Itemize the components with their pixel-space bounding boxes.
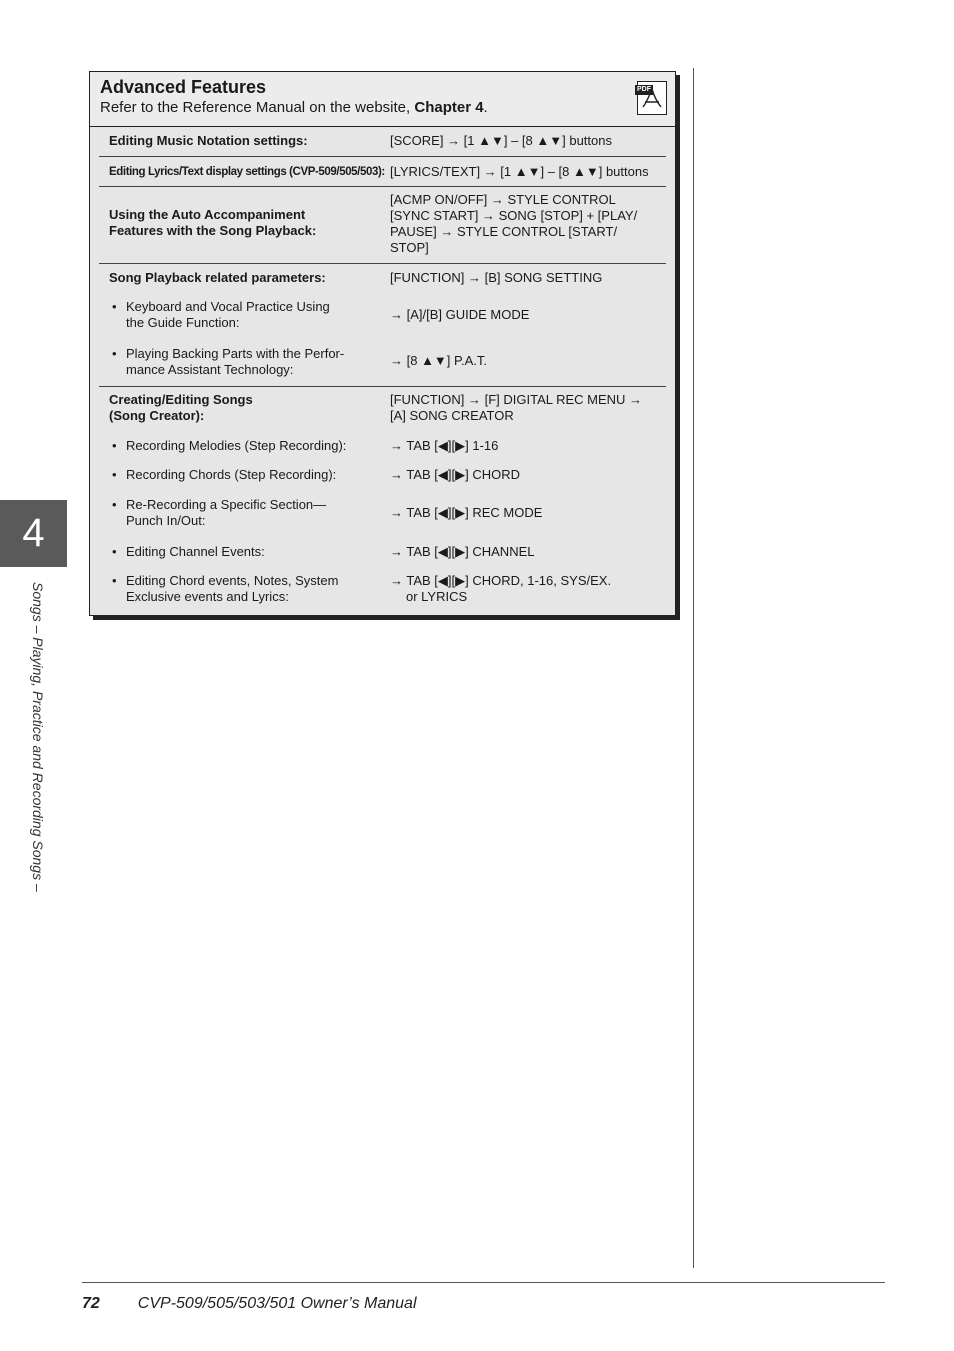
pdf-icon-label: PDF: [637, 86, 651, 93]
side-chapter-label: Songs – Playing, Practice and Recording Songs –: [30, 582, 46, 892]
row-value: [ACMP ON/OFF] → STYLE CONTROL [SYNC START] → SONG [STOP] + [PLAY/ PAUSE] → STYLE CONTROL [START/ STOP]: [390, 192, 638, 255]
row-label: Editing Lyrics/Text display settings (CVP-509/505/503):: [109, 166, 385, 178]
row-label: Using the Auto Accompaniment Features with the Song Playback:: [109, 207, 317, 238]
column-divider: [693, 68, 694, 1268]
manual-title: CVP-509/505/503/501 Owner’s Manual: [137, 1295, 417, 1312]
box-title: Advanced Features: [100, 77, 267, 97]
table-row: [99, 127, 666, 157]
row-value: → TAB [◀][▶] 1-16: [390, 438, 499, 453]
table-body: [90, 127, 675, 615]
row-value: → TAB [◀][▶] CHORD: [390, 467, 521, 482]
table-row-group: [99, 264, 666, 387]
list-item: • Recording Melodies (Step Recording):: [112, 438, 347, 453]
row-label: Editing Music Notation settings:: [109, 133, 308, 148]
list-item: • Keyboard and Vocal Practice Using the Guide Function:: [112, 299, 330, 330]
list-item: • Playing Backing Parts with the Perfor- mance Assistant Technology:: [112, 346, 345, 377]
list-item: • Re-Recording a Specific Section— Punch In/Out:: [112, 497, 327, 528]
list-item: • Editing Chord events, Notes, System Exclusive events and Lyrics:: [112, 573, 339, 604]
row-value: → [8 ▲▼] P.A.T.: [390, 353, 488, 368]
row-value: → [A]/[B] GUIDE MODE: [390, 307, 530, 322]
page-footer: [82, 1295, 417, 1313]
chapter-number: 4: [22, 511, 45, 555]
row-value: → TAB [◀][▶] CHANNEL: [390, 544, 535, 559]
row-value: [FUNCTION] → [F] DIGITAL REC MENU → [A] SONG CREATOR: [390, 392, 643, 423]
list-item: • Editing Channel Events:: [112, 544, 265, 559]
row-value: → TAB [◀][▶] CHORD, 1-16, SYS/EX. or LYRICS: [390, 573, 612, 604]
advanced-features-box: [89, 71, 676, 616]
row-value: [SCORE] → [1 ▲▼] – [8 ▲▼] buttons: [390, 133, 612, 148]
table-row: [99, 157, 666, 187]
list-item: • Recording Chords (Step Recording):: [112, 467, 337, 482]
chapter-tab: [0, 500, 67, 567]
row-label: Song Playback related parameters:: [109, 270, 326, 285]
row-value: → TAB [◀][▶] REC MODE: [390, 505, 543, 520]
box-subtitle: Refer to the Reference Manual on the website, Chapter 4.: [100, 99, 488, 116]
row-value: [LYRICS/TEXT] → [1 ▲▼] – [8 ▲▼] buttons: [390, 164, 649, 179]
table-row-group: [99, 387, 666, 613]
table-row: [99, 187, 666, 264]
footer-rule: [82, 1282, 885, 1283]
row-value: [FUNCTION] → [B] SONG SETTING: [390, 270, 603, 285]
pdf-icon: [637, 81, 667, 115]
page-number: 72: [82, 1295, 100, 1312]
box-header: [90, 72, 675, 127]
row-label: Creating/Editing Songs (Song Creator):: [109, 392, 253, 423]
